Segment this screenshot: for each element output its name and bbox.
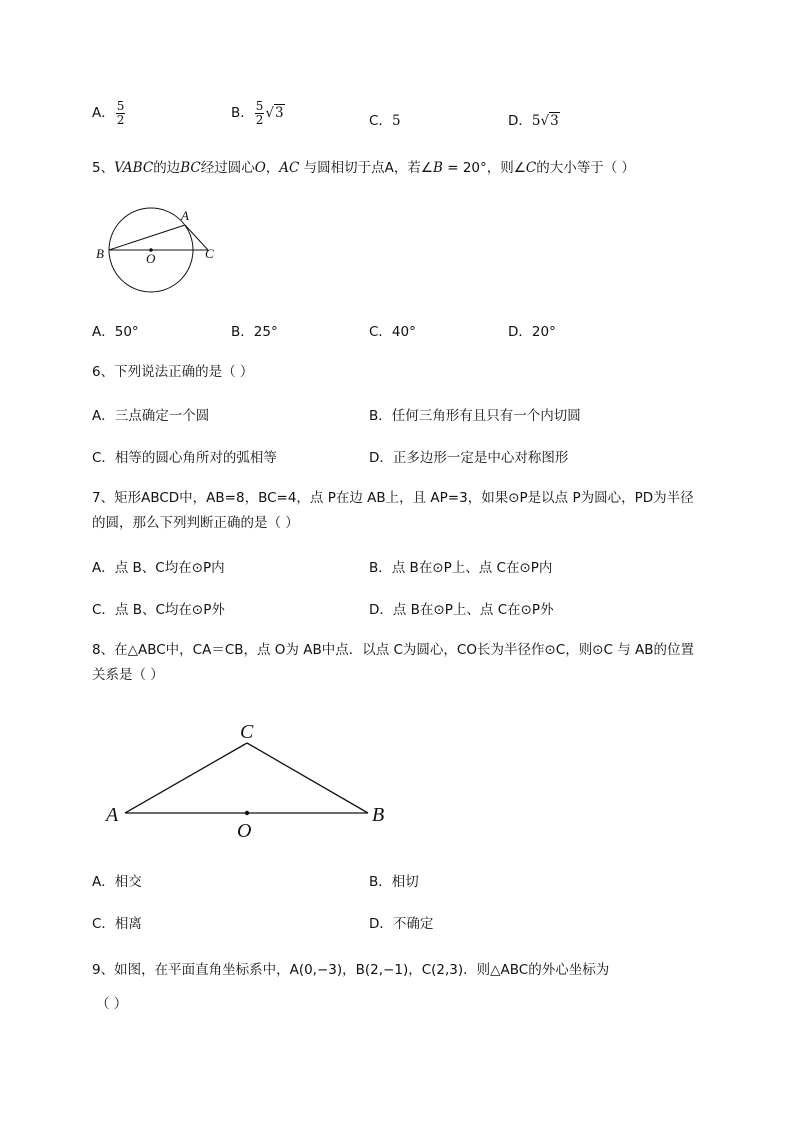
label-o: O: [146, 251, 156, 266]
segment-ac: [125, 743, 247, 813]
q6-option-d[interactable]: D．正多边形一定是中心对称图形: [369, 450, 569, 466]
q8-option-b[interactable]: B．相切: [369, 874, 419, 890]
label-a: A: [106, 804, 119, 826]
q9-stem-line2: （ ）: [96, 996, 128, 1012]
q4-option-c[interactable]: C．5: [369, 113, 401, 129]
label-b: B: [96, 246, 104, 261]
q4-option-b[interactable]: B． $\frac{5}{2}$ √3: [231, 99, 284, 127]
q5-option-a[interactable]: A．50°: [92, 324, 139, 340]
q5-option-b[interactable]: B．25°: [231, 324, 278, 340]
fraction: $\frac{5}{2}$: [255, 99, 264, 127]
q4-option-d[interactable]: D．5√3: [508, 113, 559, 129]
fraction: $\frac{5}{2}$: [116, 99, 125, 127]
label-o: O: [237, 820, 252, 842]
segment-ba: [109, 225, 185, 250]
q5-option-c[interactable]: C．40°: [369, 324, 416, 340]
q8-stem-line1: 8、在△ABC中，CA＝CB，点 O为 AB中点．以点 C为圆心，CO长为半径作⊙C，则⊙C 与 AB的位置: [92, 642, 695, 658]
q7-stem-line1: 7、矩形ABCD中，AB=8，BC=4，点 P在边 AB上，且 AP=3，如果⊙P是以点 P为圆心，PD为半径: [92, 490, 694, 506]
q5-option-d[interactable]: D．20°: [508, 324, 556, 340]
q4-option-a[interactable]: A． $\frac{5}{2}$: [92, 99, 125, 127]
q6-option-a[interactable]: A．三点确定一个圆: [92, 408, 210, 424]
q7-option-b[interactable]: B．点 B在⊙P上、点 C在⊙P内: [369, 560, 553, 576]
q7-option-a[interactable]: A．点 B、C均在⊙P内: [92, 560, 225, 576]
label-c: C: [240, 721, 254, 743]
midpoint-o: [245, 811, 249, 815]
q5-figure-circle-tangent: [90, 200, 230, 310]
segment-cb: [247, 743, 368, 813]
q8-option-a[interactable]: A．相交: [92, 874, 142, 890]
q7-stem-line2: 的圆，那么下列判断正确的是（ ）: [92, 515, 299, 531]
q8-option-c[interactable]: C．相离: [92, 916, 142, 932]
q6-option-c[interactable]: C．相等的圆心角所对的弧相等: [92, 450, 277, 466]
q8-figure-isosceles-triangle: [100, 712, 400, 847]
q6-stem: 6、下列说法正确的是（ ）: [92, 364, 254, 380]
q7-option-c[interactable]: C．点 B、C均在⊙P外: [92, 602, 225, 618]
q6-option-b[interactable]: B．任何三角形有且只有一个内切圆: [369, 408, 581, 424]
q7-option-d[interactable]: D．点 B在⊙P上、点 C在⊙P外: [369, 602, 554, 618]
q5-stem: 5、VABC的边BC经过圆心O，AC 与圆相切于点A，若∠B = 20°，则∠C的大小等于（ ）: [92, 160, 636, 176]
q9-stem-line1: 9、如图，在平面直角坐标系中，A(0,−3)，B(2,−1)，C(2,3)．则△ABC的外心坐标为: [92, 962, 610, 978]
q8-option-d[interactable]: D．不确定: [369, 916, 434, 932]
q8-stem-line2: 关系是（ ）: [92, 667, 164, 683]
label-a: A: [181, 208, 189, 223]
label-c: C: [205, 246, 214, 261]
radical-sign: √: [265, 105, 275, 122]
label-b: B: [372, 804, 385, 826]
radical-sign: √: [540, 113, 550, 129]
